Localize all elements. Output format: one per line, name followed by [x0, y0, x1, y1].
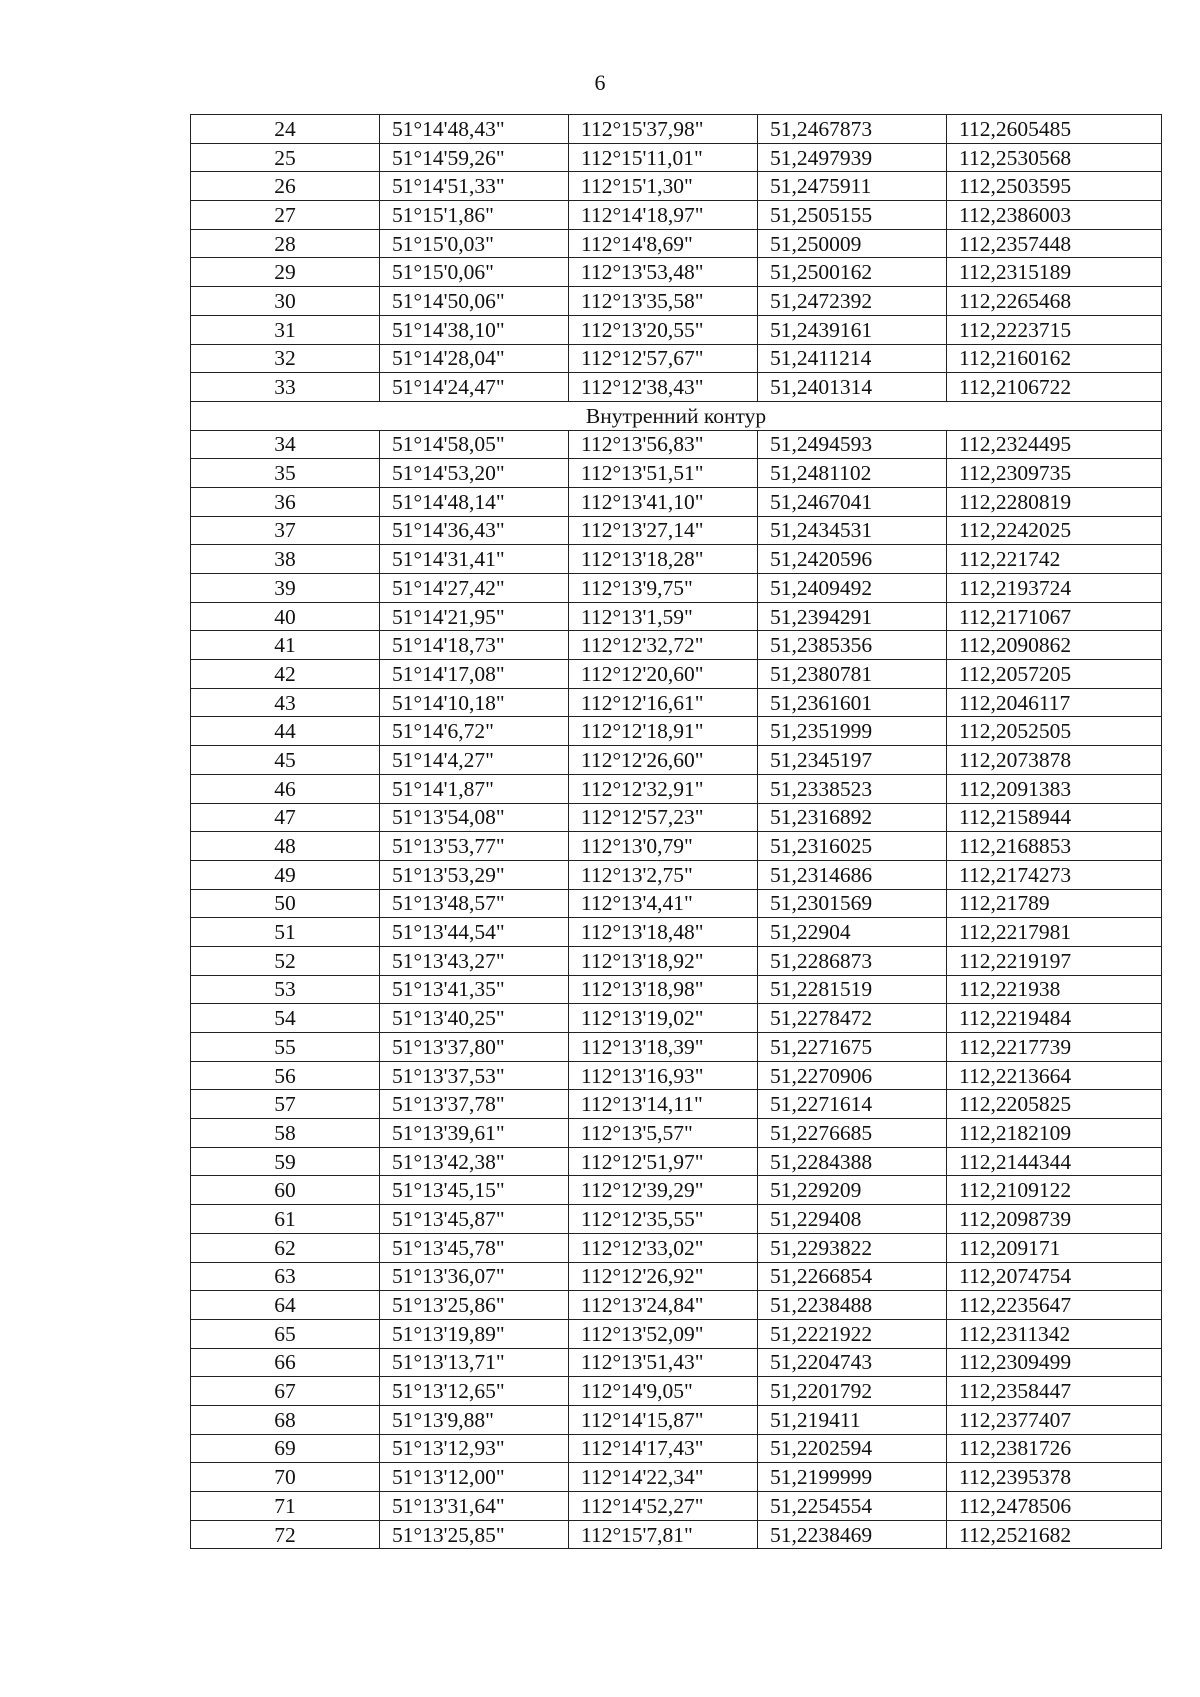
- table-row: [191, 1119, 1162, 1148]
- table-row: [191, 459, 1162, 488]
- latitude-decimal-cell: 51,2204743: [758, 1348, 947, 1377]
- latitude-dms-cell: 51°13'44,54": [380, 918, 569, 947]
- latitude-dms-cell: 51°15'0,03": [380, 229, 569, 258]
- table-row: [191, 574, 1162, 603]
- table-row: [191, 774, 1162, 803]
- latitude-decimal-cell: 51,2338523: [758, 774, 947, 803]
- latitude-decimal-cell: 51,2385356: [758, 631, 947, 660]
- section-row: [191, 401, 1162, 430]
- latitude-dms-cell: 51°14'53,20": [380, 459, 569, 488]
- longitude-decimal-cell: 112,2315189: [947, 258, 1162, 287]
- table-row: [191, 803, 1162, 832]
- longitude-decimal-cell: 112,2309735: [947, 459, 1162, 488]
- point-number-cell: 46: [191, 774, 380, 803]
- latitude-dms-cell: 51°15'0,06": [380, 258, 569, 287]
- latitude-decimal-cell: 51,2254554: [758, 1492, 947, 1521]
- latitude-decimal-cell: 51,2316025: [758, 832, 947, 861]
- point-number-cell: 71: [191, 1492, 380, 1521]
- latitude-decimal-cell: 51,2276685: [758, 1119, 947, 1148]
- point-number-cell: 58: [191, 1119, 380, 1148]
- longitude-decimal-cell: 112,2217981: [947, 918, 1162, 947]
- latitude-dms-cell: 51°13'37,78": [380, 1090, 569, 1119]
- table-row: [191, 201, 1162, 230]
- latitude-dms-cell: 51°13'9,88": [380, 1405, 569, 1434]
- latitude-dms-cell: 51°14'1,87": [380, 774, 569, 803]
- latitude-decimal-cell: 51,2394291: [758, 602, 947, 631]
- table-row: [191, 344, 1162, 373]
- longitude-decimal-cell: 112,2106722: [947, 373, 1162, 402]
- longitude-dms-cell: 112°12'57,67": [569, 344, 758, 373]
- point-number-cell: 67: [191, 1377, 380, 1406]
- longitude-decimal-cell: 112,2280819: [947, 487, 1162, 516]
- point-number-cell: 55: [191, 1033, 380, 1062]
- point-number-cell: 28: [191, 229, 380, 258]
- table-row: [191, 1205, 1162, 1234]
- table-row: [191, 229, 1162, 258]
- longitude-decimal-cell: 112,2242025: [947, 516, 1162, 545]
- point-number-cell: 26: [191, 172, 380, 201]
- table-row: [191, 631, 1162, 660]
- latitude-decimal-cell: 51,2497939: [758, 143, 947, 172]
- longitude-dms-cell: 112°12'26,92": [569, 1262, 758, 1291]
- latitude-dms-cell: 51°14'6,72": [380, 717, 569, 746]
- latitude-decimal-cell: 51,2266854: [758, 1262, 947, 1291]
- longitude-dms-cell: 112°13'35,58": [569, 287, 758, 316]
- longitude-decimal-cell: 112,2386003: [947, 201, 1162, 230]
- latitude-decimal-cell: 51,2293822: [758, 1233, 947, 1262]
- latitude-dms-cell: 51°14'51,33": [380, 172, 569, 201]
- longitude-dms-cell: 112°13'4,41": [569, 889, 758, 918]
- point-number-cell: 47: [191, 803, 380, 832]
- longitude-decimal-cell: 112,2219484: [947, 1004, 1162, 1033]
- point-number-cell: 64: [191, 1291, 380, 1320]
- longitude-decimal-cell: 112,2377407: [947, 1405, 1162, 1434]
- longitude-decimal-cell: 112,21789: [947, 889, 1162, 918]
- latitude-dms-cell: 51°13'25,85": [380, 1520, 569, 1549]
- latitude-dms-cell: 51°13'13,71": [380, 1348, 569, 1377]
- latitude-decimal-cell: 51,2500162: [758, 258, 947, 287]
- latitude-dms-cell: 51°14'36,43": [380, 516, 569, 545]
- longitude-dms-cell: 112°12'33,02": [569, 1233, 758, 1262]
- longitude-dms-cell: 112°15'1,30": [569, 172, 758, 201]
- longitude-dms-cell: 112°15'11,01": [569, 143, 758, 172]
- longitude-dms-cell: 112°14'15,87": [569, 1405, 758, 1434]
- point-number-cell: 42: [191, 660, 380, 689]
- point-number-cell: 56: [191, 1061, 380, 1090]
- page-number: 6: [594, 70, 606, 95]
- longitude-decimal-cell: 112,221938: [947, 975, 1162, 1004]
- longitude-dms-cell: 112°12'26,60": [569, 746, 758, 775]
- longitude-decimal-cell: 112,2219197: [947, 946, 1162, 975]
- longitude-decimal-cell: 112,2074754: [947, 1262, 1162, 1291]
- latitude-dms-cell: 51°13'36,07": [380, 1262, 569, 1291]
- latitude-decimal-cell: 51,2238488: [758, 1291, 947, 1320]
- latitude-decimal-cell: 51,2278472: [758, 1004, 947, 1033]
- table-row: [191, 918, 1162, 947]
- point-number-cell: 61: [191, 1205, 380, 1234]
- longitude-decimal-cell: 112,2168853: [947, 832, 1162, 861]
- point-number-cell: 54: [191, 1004, 380, 1033]
- latitude-decimal-cell: 51,2467041: [758, 487, 947, 516]
- longitude-decimal-cell: 112,2213664: [947, 1061, 1162, 1090]
- longitude-decimal-cell: 112,209171: [947, 1233, 1162, 1262]
- point-number-cell: 66: [191, 1348, 380, 1377]
- latitude-dms-cell: 51°14'17,08": [380, 660, 569, 689]
- latitude-decimal-cell: 51,2271614: [758, 1090, 947, 1119]
- point-number-cell: 27: [191, 201, 380, 230]
- longitude-decimal-cell: 112,2605485: [947, 115, 1162, 144]
- longitude-decimal-cell: 112,2478506: [947, 1492, 1162, 1521]
- longitude-dms-cell: 112°12'18,91": [569, 717, 758, 746]
- latitude-dms-cell: 51°14'48,43": [380, 115, 569, 144]
- longitude-decimal-cell: 112,2160162: [947, 344, 1162, 373]
- point-number-cell: 30: [191, 287, 380, 316]
- longitude-dms-cell: 112°13'52,09": [569, 1319, 758, 1348]
- latitude-dms-cell: 51°14'24,47": [380, 373, 569, 402]
- point-number-cell: 70: [191, 1463, 380, 1492]
- latitude-decimal-cell: 51,2481102: [758, 459, 947, 488]
- latitude-decimal-cell: 51,2475911: [758, 172, 947, 201]
- table-row: [191, 1004, 1162, 1033]
- table-row: [191, 688, 1162, 717]
- latitude-dms-cell: 51°13'12,65": [380, 1377, 569, 1406]
- longitude-decimal-cell: 112,2235647: [947, 1291, 1162, 1320]
- longitude-dms-cell: 112°13'41,10": [569, 487, 758, 516]
- table-row: [191, 889, 1162, 918]
- point-number-cell: 24: [191, 115, 380, 144]
- latitude-decimal-cell: 51,2505155: [758, 201, 947, 230]
- latitude-dms-cell: 51°13'45,15": [380, 1176, 569, 1205]
- latitude-decimal-cell: 51,2286873: [758, 946, 947, 975]
- table-row: [191, 430, 1162, 459]
- latitude-dms-cell: 51°13'37,53": [380, 1061, 569, 1090]
- latitude-decimal-cell: 51,219411: [758, 1405, 947, 1434]
- latitude-dms-cell: 51°13'12,93": [380, 1434, 569, 1463]
- latitude-dms-cell: 51°13'31,64": [380, 1492, 569, 1521]
- longitude-dms-cell: 112°13'24,84": [569, 1291, 758, 1320]
- latitude-decimal-cell: 51,2284388: [758, 1147, 947, 1176]
- longitude-dms-cell: 112°14'18,97": [569, 201, 758, 230]
- latitude-dms-cell: 51°13'45,78": [380, 1233, 569, 1262]
- latitude-dms-cell: 51°13'45,87": [380, 1205, 569, 1234]
- latitude-decimal-cell: 51,2314686: [758, 860, 947, 889]
- latitude-decimal-cell: 51,2467873: [758, 115, 947, 144]
- table-row: [191, 287, 1162, 316]
- table-row: [191, 1033, 1162, 1062]
- longitude-decimal-cell: 112,2052505: [947, 717, 1162, 746]
- table-row: [191, 545, 1162, 574]
- point-number-cell: 33: [191, 373, 380, 402]
- longitude-dms-cell: 112°12'32,91": [569, 774, 758, 803]
- latitude-dms-cell: 51°14'59,26": [380, 143, 569, 172]
- longitude-dms-cell: 112°13'51,43": [569, 1348, 758, 1377]
- longitude-dms-cell: 112°13'51,51": [569, 459, 758, 488]
- point-number-cell: 68: [191, 1405, 380, 1434]
- point-number-cell: 53: [191, 975, 380, 1004]
- latitude-decimal-cell: 51,2281519: [758, 975, 947, 1004]
- longitude-dms-cell: 112°12'38,43": [569, 373, 758, 402]
- latitude-dms-cell: 51°14'10,18": [380, 688, 569, 717]
- latitude-dms-cell: 51°13'39,61": [380, 1119, 569, 1148]
- point-number-cell: 35: [191, 459, 380, 488]
- longitude-dms-cell: 112°13'2,75": [569, 860, 758, 889]
- latitude-dms-cell: 51°14'4,27": [380, 746, 569, 775]
- point-number-cell: 57: [191, 1090, 380, 1119]
- longitude-dms-cell: 112°13'27,14": [569, 516, 758, 545]
- point-number-cell: 40: [191, 602, 380, 631]
- longitude-decimal-cell: 112,2182109: [947, 1119, 1162, 1148]
- longitude-dms-cell: 112°13'14,11": [569, 1090, 758, 1119]
- point-number-cell: 69: [191, 1434, 380, 1463]
- table-row: [191, 602, 1162, 631]
- table-row: [191, 1176, 1162, 1205]
- table-row: [191, 946, 1162, 975]
- longitude-decimal-cell: 112,2046117: [947, 688, 1162, 717]
- latitude-decimal-cell: 51,2420596: [758, 545, 947, 574]
- table-row: [191, 115, 1162, 144]
- coordinates-table-body: [191, 115, 1162, 1549]
- point-number-cell: 63: [191, 1262, 380, 1291]
- table-row: [191, 1377, 1162, 1406]
- latitude-decimal-cell: 51,22904: [758, 918, 947, 947]
- latitude-decimal-cell: 51,2345197: [758, 746, 947, 775]
- longitude-dms-cell: 112°13'53,48": [569, 258, 758, 287]
- table-row: [191, 746, 1162, 775]
- longitude-decimal-cell: 112,2171067: [947, 602, 1162, 631]
- longitude-dms-cell: 112°13'19,02": [569, 1004, 758, 1033]
- longitude-dms-cell: 112°13'18,92": [569, 946, 758, 975]
- longitude-decimal-cell: 112,2098739: [947, 1205, 1162, 1234]
- latitude-dms-cell: 51°14'48,14": [380, 487, 569, 516]
- table-row: [191, 1147, 1162, 1176]
- latitude-dms-cell: 51°14'27,42": [380, 574, 569, 603]
- table-row: [191, 1262, 1162, 1291]
- longitude-dms-cell: 112°12'51,97": [569, 1147, 758, 1176]
- point-number-cell: 32: [191, 344, 380, 373]
- latitude-dms-cell: 51°14'38,10": [380, 315, 569, 344]
- point-number-cell: 37: [191, 516, 380, 545]
- table-row: [191, 1463, 1162, 1492]
- latitude-decimal-cell: 51,2301569: [758, 889, 947, 918]
- point-number-cell: 45: [191, 746, 380, 775]
- latitude-decimal-cell: 51,2271675: [758, 1033, 947, 1062]
- longitude-dms-cell: 112°15'7,81": [569, 1520, 758, 1549]
- latitude-dms-cell: 51°13'48,57": [380, 889, 569, 918]
- longitude-dms-cell: 112°13'18,28": [569, 545, 758, 574]
- latitude-dms-cell: 51°13'54,08": [380, 803, 569, 832]
- longitude-decimal-cell: 112,2205825: [947, 1090, 1162, 1119]
- point-number-cell: 48: [191, 832, 380, 861]
- table-row: [191, 1434, 1162, 1463]
- latitude-decimal-cell: 51,229209: [758, 1176, 947, 1205]
- latitude-decimal-cell: 51,2380781: [758, 660, 947, 689]
- table-row: [191, 1492, 1162, 1521]
- point-number-cell: 49: [191, 860, 380, 889]
- longitude-decimal-cell: 112,2090862: [947, 631, 1162, 660]
- longitude-decimal-cell: 112,2193724: [947, 574, 1162, 603]
- latitude-dms-cell: 51°13'37,80": [380, 1033, 569, 1062]
- longitude-dms-cell: 112°13'9,75": [569, 574, 758, 603]
- point-number-cell: 41: [191, 631, 380, 660]
- latitude-dms-cell: 51°13'40,25": [380, 1004, 569, 1033]
- point-number-cell: 36: [191, 487, 380, 516]
- table-row: [191, 258, 1162, 287]
- latitude-dms-cell: 51°14'31,41": [380, 545, 569, 574]
- point-number-cell: 31: [191, 315, 380, 344]
- latitude-decimal-cell: 51,2361601: [758, 688, 947, 717]
- point-number-cell: 62: [191, 1233, 380, 1262]
- latitude-decimal-cell: 51,2201792: [758, 1377, 947, 1406]
- table-row: [191, 143, 1162, 172]
- latitude-dms-cell: 51°14'50,06": [380, 287, 569, 316]
- longitude-dms-cell: 112°13'5,57": [569, 1119, 758, 1148]
- table-row: [191, 1520, 1162, 1549]
- point-number-cell: 59: [191, 1147, 380, 1176]
- longitude-decimal-cell: 112,2057205: [947, 660, 1162, 689]
- latitude-decimal-cell: 51,229408: [758, 1205, 947, 1234]
- longitude-dms-cell: 112°13'1,59": [569, 602, 758, 631]
- longitude-decimal-cell: 112,2530568: [947, 143, 1162, 172]
- latitude-decimal-cell: 51,2409492: [758, 574, 947, 603]
- latitude-dms-cell: 51°14'58,05": [380, 430, 569, 459]
- longitude-decimal-cell: 112,2395378: [947, 1463, 1162, 1492]
- table-row: [191, 1090, 1162, 1119]
- longitude-dms-cell: 112°13'18,98": [569, 975, 758, 1004]
- latitude-decimal-cell: 51,2351999: [758, 717, 947, 746]
- latitude-decimal-cell: 51,2401314: [758, 373, 947, 402]
- longitude-dms-cell: 112°12'39,29": [569, 1176, 758, 1205]
- point-number-cell: 43: [191, 688, 380, 717]
- latitude-decimal-cell: 51,2411214: [758, 344, 947, 373]
- latitude-decimal-cell: 51,2221922: [758, 1319, 947, 1348]
- longitude-decimal-cell: 112,2503595: [947, 172, 1162, 201]
- table-row: [191, 1319, 1162, 1348]
- table-row: [191, 832, 1162, 861]
- latitude-decimal-cell: 51,2494593: [758, 430, 947, 459]
- longitude-dms-cell: 112°12'20,60": [569, 660, 758, 689]
- latitude-decimal-cell: 51,2472392: [758, 287, 947, 316]
- table-row: [191, 315, 1162, 344]
- latitude-decimal-cell: 51,2199999: [758, 1463, 947, 1492]
- longitude-dms-cell: 112°13'18,48": [569, 918, 758, 947]
- latitude-dms-cell: 51°14'21,95": [380, 602, 569, 631]
- table-row: [191, 1405, 1162, 1434]
- longitude-dms-cell: 112°13'16,93": [569, 1061, 758, 1090]
- longitude-dms-cell: 112°12'32,72": [569, 631, 758, 660]
- longitude-decimal-cell: 112,2521682: [947, 1520, 1162, 1549]
- longitude-decimal-cell: 112,2223715: [947, 315, 1162, 344]
- longitude-decimal-cell: 112,2217739: [947, 1033, 1162, 1062]
- longitude-decimal-cell: 112,2309499: [947, 1348, 1162, 1377]
- longitude-dms-cell: 112°14'9,05": [569, 1377, 758, 1406]
- longitude-dms-cell: 112°13'0,79": [569, 832, 758, 861]
- point-number-cell: 38: [191, 545, 380, 574]
- table-row: [191, 1061, 1162, 1090]
- latitude-dms-cell: 51°14'18,73": [380, 631, 569, 660]
- longitude-dms-cell: 112°12'35,55": [569, 1205, 758, 1234]
- longitude-decimal-cell: 112,2073878: [947, 746, 1162, 775]
- latitude-dms-cell: 51°13'42,38": [380, 1147, 569, 1176]
- longitude-decimal-cell: 112,2109122: [947, 1176, 1162, 1205]
- table-row: [191, 860, 1162, 889]
- longitude-dms-cell: 112°14'8,69": [569, 229, 758, 258]
- table-row: [191, 1233, 1162, 1262]
- longitude-dms-cell: 112°12'16,61": [569, 688, 758, 717]
- longitude-dms-cell: 112°15'37,98": [569, 115, 758, 144]
- point-number-cell: 34: [191, 430, 380, 459]
- longitude-decimal-cell: 112,221742: [947, 545, 1162, 574]
- point-number-cell: 44: [191, 717, 380, 746]
- latitude-dms-cell: 51°13'41,35": [380, 975, 569, 1004]
- table-row: [191, 516, 1162, 545]
- longitude-dms-cell: 112°13'18,39": [569, 1033, 758, 1062]
- latitude-dms-cell: 51°13'53,77": [380, 832, 569, 861]
- point-number-cell: 39: [191, 574, 380, 603]
- latitude-dms-cell: 51°13'25,86": [380, 1291, 569, 1320]
- point-number-cell: 25: [191, 143, 380, 172]
- longitude-decimal-cell: 112,2358447: [947, 1377, 1162, 1406]
- longitude-decimal-cell: 112,2091383: [947, 774, 1162, 803]
- coordinates-table: [190, 114, 1162, 1549]
- table-row: [191, 1348, 1162, 1377]
- longitude-decimal-cell: 112,2144344: [947, 1147, 1162, 1176]
- longitude-dms-cell: 112°13'20,55": [569, 315, 758, 344]
- longitude-decimal-cell: 112,2381726: [947, 1434, 1162, 1463]
- point-number-cell: 60: [191, 1176, 380, 1205]
- latitude-dms-cell: 51°13'53,29": [380, 860, 569, 889]
- latitude-decimal-cell: 51,2238469: [758, 1520, 947, 1549]
- longitude-dms-cell: 112°14'17,43": [569, 1434, 758, 1463]
- latitude-dms-cell: 51°13'12,00": [380, 1463, 569, 1492]
- point-number-cell: 29: [191, 258, 380, 287]
- table-row: [191, 717, 1162, 746]
- point-number-cell: 72: [191, 1520, 380, 1549]
- latitude-decimal-cell: 51,2202594: [758, 1434, 947, 1463]
- longitude-dms-cell: 112°14'52,27": [569, 1492, 758, 1521]
- table-row: [191, 975, 1162, 1004]
- latitude-dms-cell: 51°14'28,04": [380, 344, 569, 373]
- table-row: [191, 172, 1162, 201]
- latitude-decimal-cell: 51,2439161: [758, 315, 947, 344]
- table-row: [191, 373, 1162, 402]
- latitude-dms-cell: 51°13'43,27": [380, 946, 569, 975]
- longitude-decimal-cell: 112,2174273: [947, 860, 1162, 889]
- longitude-dms-cell: 112°13'56,83": [569, 430, 758, 459]
- point-number-cell: 50: [191, 889, 380, 918]
- longitude-decimal-cell: 112,2357448: [947, 229, 1162, 258]
- table-row: [191, 487, 1162, 516]
- latitude-decimal-cell: 51,2270906: [758, 1061, 947, 1090]
- latitude-dms-cell: 51°13'19,89": [380, 1319, 569, 1348]
- longitude-decimal-cell: 112,2324495: [947, 430, 1162, 459]
- point-number-cell: 65: [191, 1319, 380, 1348]
- longitude-dms-cell: 112°12'57,23": [569, 803, 758, 832]
- latitude-decimal-cell: 51,2316892: [758, 803, 947, 832]
- latitude-decimal-cell: 51,2434531: [758, 516, 947, 545]
- table-row: [191, 1291, 1162, 1320]
- longitude-decimal-cell: 112,2311342: [947, 1319, 1162, 1348]
- longitude-dms-cell: 112°14'22,34": [569, 1463, 758, 1492]
- table-row: [191, 660, 1162, 689]
- point-number-cell: 52: [191, 946, 380, 975]
- latitude-decimal-cell: 51,250009: [758, 229, 947, 258]
- point-number-cell: 51: [191, 918, 380, 947]
- longitude-decimal-cell: 112,2158944: [947, 803, 1162, 832]
- latitude-dms-cell: 51°15'1,86": [380, 201, 569, 230]
- longitude-decimal-cell: 112,2265468: [947, 287, 1162, 316]
- section-label: Внутренний контур: [191, 401, 1162, 430]
